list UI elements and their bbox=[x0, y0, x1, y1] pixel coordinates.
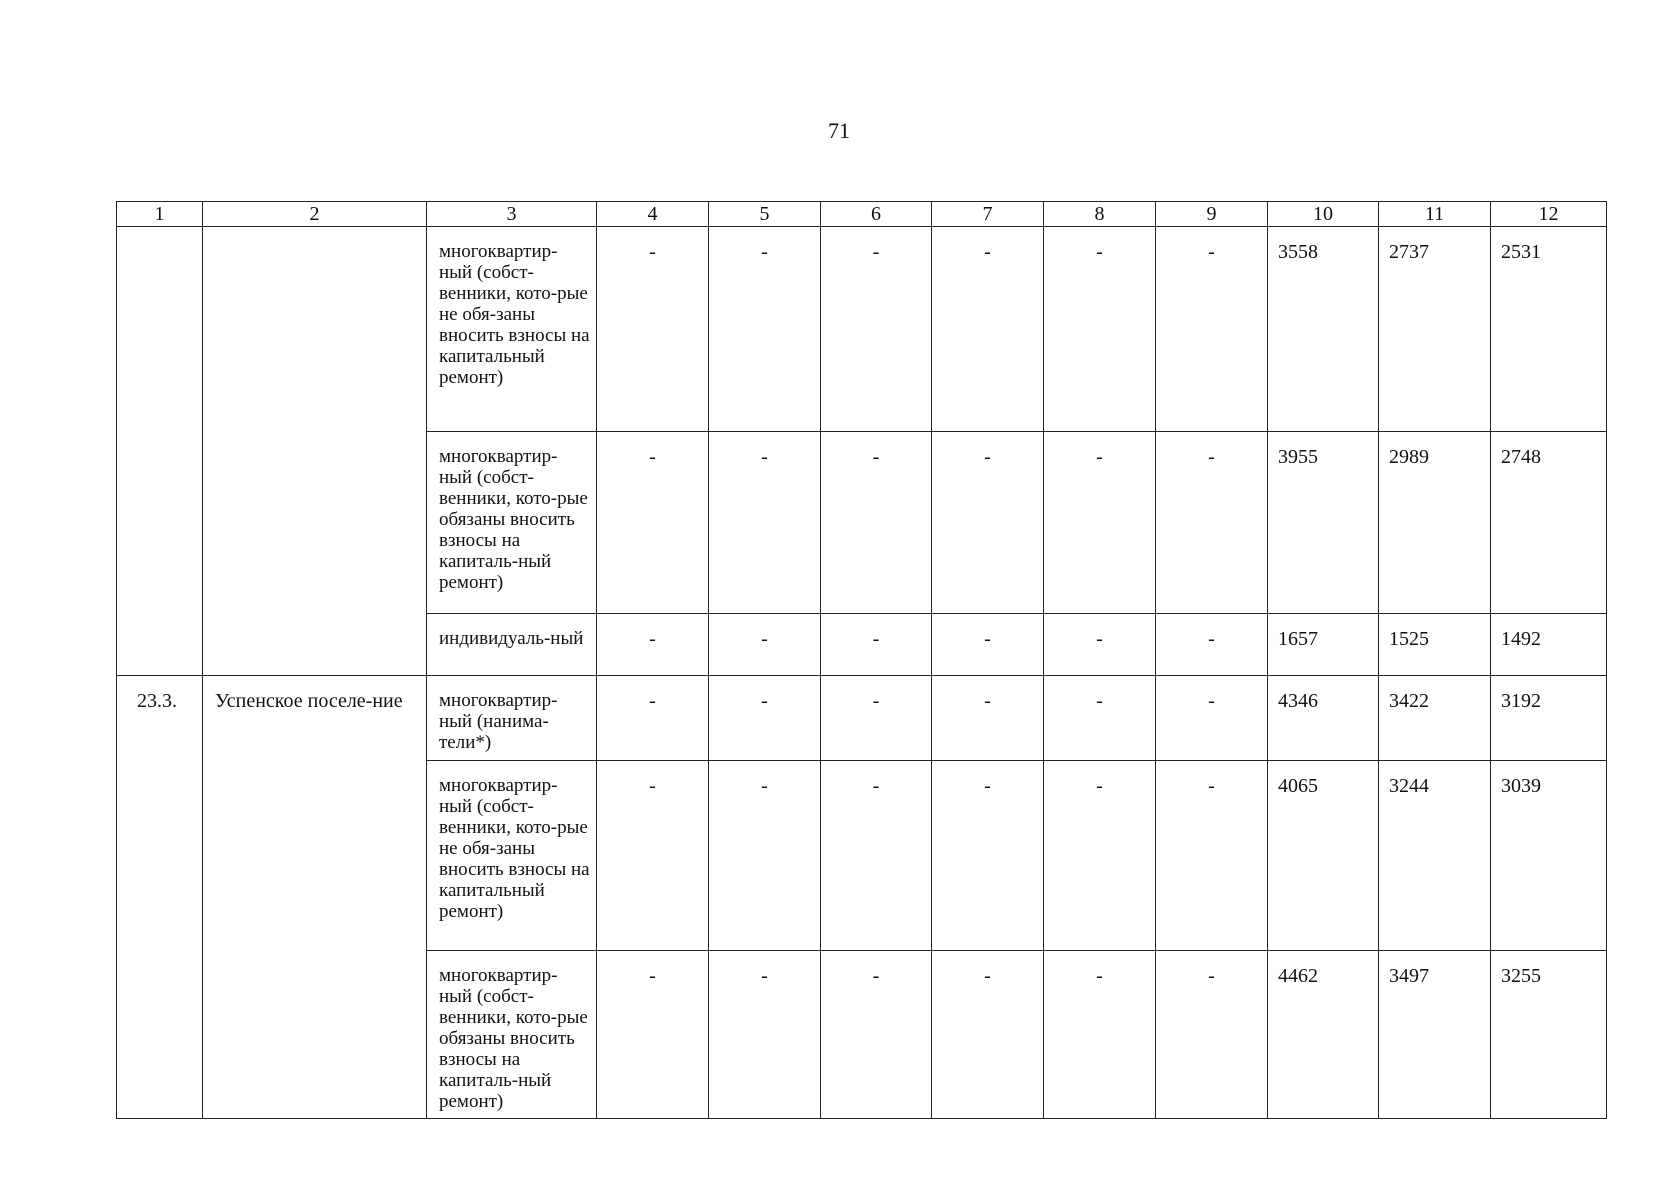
value-cell: - bbox=[1044, 432, 1156, 614]
value-cell: - bbox=[1156, 227, 1268, 432]
value-cell: - bbox=[1044, 951, 1156, 1119]
settlement-name-cell: Успенское поселе-ние bbox=[203, 676, 427, 1119]
value-cell: - bbox=[1044, 227, 1156, 432]
value-cell: - bbox=[597, 951, 709, 1119]
column-header: 2 bbox=[203, 202, 427, 227]
column-header: 6 bbox=[821, 202, 932, 227]
housing-type-cell: многоквартир-ный (собст-венники, кото-рые обязаны вносить взносы на капиталь-ный ремонт) bbox=[427, 951, 597, 1119]
housing-type-cell: многоквартир-ный (собст-венники, кото-рые обязаны вносить взносы на капиталь-ный ремонт) bbox=[427, 432, 597, 614]
value-cell: - bbox=[821, 761, 932, 951]
settlement-number-cell: 23.3. bbox=[117, 676, 203, 1119]
housing-type-cell: многоквартир-ный (собст-венники, кото-рые не обя-заны вносить взносы на капитальный ремонт) bbox=[427, 761, 597, 951]
column-header: 12 bbox=[1491, 202, 1607, 227]
value-cell: 4462 bbox=[1268, 951, 1379, 1119]
value-cell: - bbox=[709, 432, 821, 614]
value-cell: 3255 bbox=[1491, 951, 1607, 1119]
value-cell: - bbox=[821, 614, 932, 676]
housing-type-cell: индивидуаль-ный bbox=[427, 614, 597, 676]
value-cell: - bbox=[597, 676, 709, 761]
value-cell: - bbox=[1156, 614, 1268, 676]
value-cell: - bbox=[932, 614, 1044, 676]
column-header: 1 bbox=[117, 202, 203, 227]
value-cell: 4346 bbox=[1268, 676, 1379, 761]
column-header: 11 bbox=[1379, 202, 1491, 227]
value-cell: 3039 bbox=[1491, 761, 1607, 951]
value-cell: - bbox=[709, 614, 821, 676]
value-cell: - bbox=[932, 951, 1044, 1119]
value-cell: 1525 bbox=[1379, 614, 1491, 676]
value-cell: - bbox=[597, 432, 709, 614]
column-number-row bbox=[117, 202, 1607, 227]
value-cell: - bbox=[1156, 761, 1268, 951]
value-cell: - bbox=[1044, 676, 1156, 761]
value-cell: - bbox=[821, 676, 932, 761]
value-cell: 4065 bbox=[1268, 761, 1379, 951]
value-cell: 3422 bbox=[1379, 676, 1491, 761]
table-row bbox=[117, 227, 1607, 432]
value-cell: - bbox=[932, 227, 1044, 432]
housing-type-cell: многоквартир-ный (собст-венники, кото-рые не обя-заны вносить взносы на капитальный ремонт) bbox=[427, 227, 597, 432]
value-cell: 2748 bbox=[1491, 432, 1607, 614]
value-cell: - bbox=[597, 227, 709, 432]
column-header: 3 bbox=[427, 202, 597, 227]
value-cell: - bbox=[597, 614, 709, 676]
column-header: 4 bbox=[597, 202, 709, 227]
value-cell: - bbox=[1156, 951, 1268, 1119]
column-header: 10 bbox=[1268, 202, 1379, 227]
column-header: 9 bbox=[1156, 202, 1268, 227]
value-cell: 2531 bbox=[1491, 227, 1607, 432]
value-cell: - bbox=[1156, 676, 1268, 761]
tariff-table bbox=[116, 201, 1607, 1119]
column-header: 7 bbox=[932, 202, 1044, 227]
settlement-name-cell bbox=[203, 227, 427, 676]
value-cell: - bbox=[709, 951, 821, 1119]
value-cell: - bbox=[821, 227, 932, 432]
value-cell: 2989 bbox=[1379, 432, 1491, 614]
settlement-number-cell bbox=[117, 227, 203, 676]
value-cell: 1492 bbox=[1491, 614, 1607, 676]
value-cell: 3244 bbox=[1379, 761, 1491, 951]
value-cell: 3558 bbox=[1268, 227, 1379, 432]
value-cell: 1657 bbox=[1268, 614, 1379, 676]
value-cell: - bbox=[1156, 432, 1268, 614]
value-cell: - bbox=[932, 676, 1044, 761]
value-cell: - bbox=[709, 676, 821, 761]
value-cell: - bbox=[709, 761, 821, 951]
value-cell: - bbox=[709, 227, 821, 432]
value-cell: 2737 bbox=[1379, 227, 1491, 432]
column-header: 5 bbox=[709, 202, 821, 227]
housing-type-cell: многоквартир-ный (нанима-тели*) bbox=[427, 676, 597, 761]
table-row bbox=[117, 676, 1607, 761]
page-number: 71 bbox=[828, 118, 850, 143]
column-header: 8 bbox=[1044, 202, 1156, 227]
value-cell: 3955 bbox=[1268, 432, 1379, 614]
value-cell: - bbox=[597, 761, 709, 951]
value-cell: - bbox=[932, 761, 1044, 951]
value-cell: - bbox=[1044, 614, 1156, 676]
value-cell: - bbox=[821, 432, 932, 614]
value-cell: 3192 bbox=[1491, 676, 1607, 761]
value-cell: - bbox=[1044, 761, 1156, 951]
value-cell: - bbox=[932, 432, 1044, 614]
value-cell: - bbox=[821, 951, 932, 1119]
value-cell: 3497 bbox=[1379, 951, 1491, 1119]
